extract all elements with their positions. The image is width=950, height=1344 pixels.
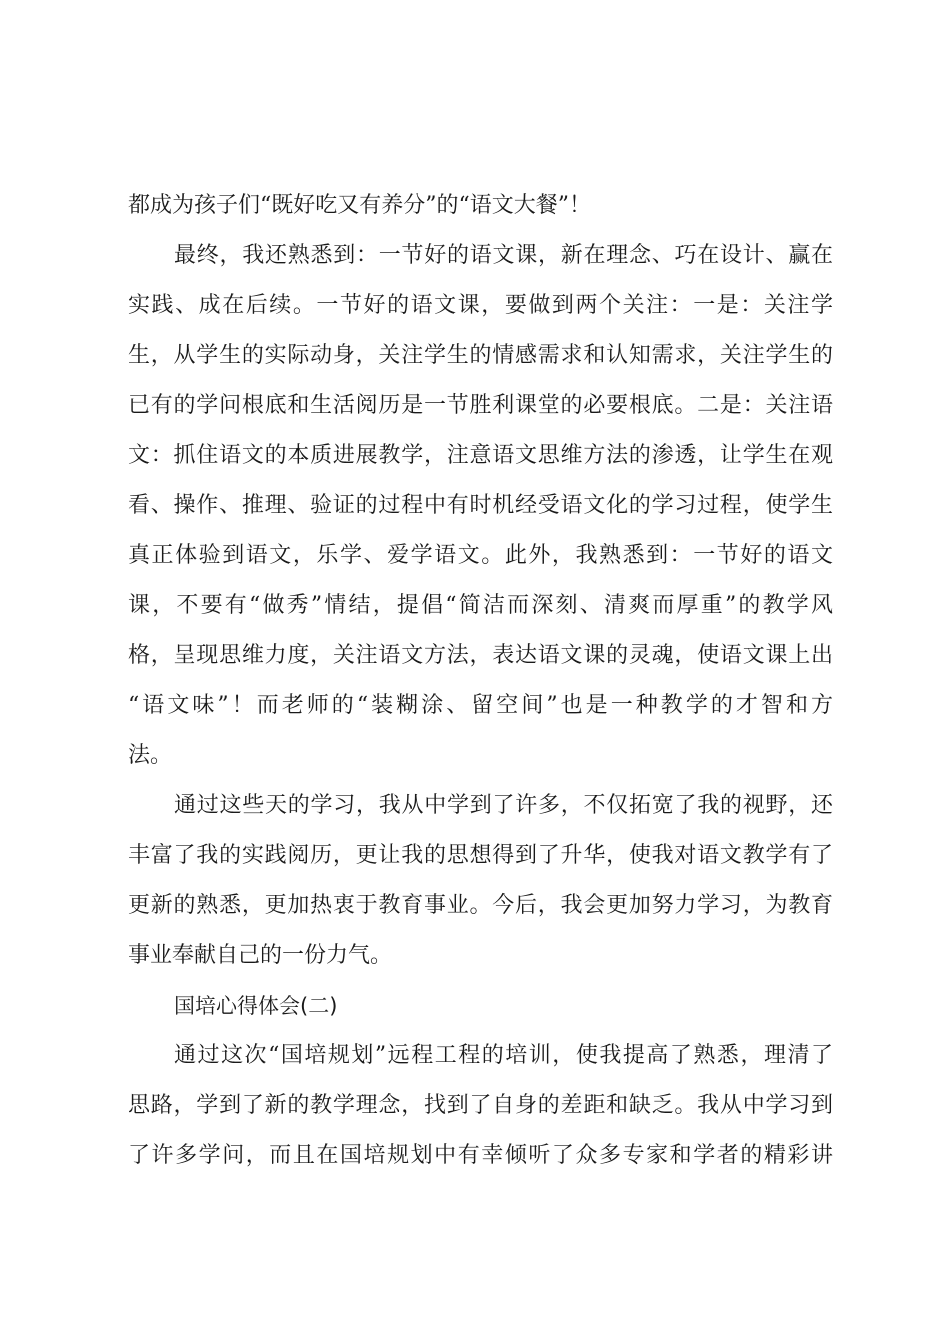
text-line: 更新的熟悉，更加热衷于教育事业。今后，我会更加努力学习，为教育: [128, 893, 833, 918]
text-line: 事业奉献自己的一份力气。: [128, 943, 393, 968]
text-line: 文：抓住语文的本质进展教学，注意语文思维方法的渗透，让学生在观: [128, 443, 833, 468]
text-line: 思路，学到了新的教学理念，找到了自身的差距和缺乏。我从中学习到: [128, 1093, 833, 1118]
text-line: 格，呈现思维力度，关注语文方法，表达语文课的灵魂，使语文课上出: [128, 643, 833, 668]
text-line: 丰富了我的实践阅历，更让我的思想得到了升华，使我对语文教学有了: [128, 843, 833, 868]
paragraph-start-line: 通过这些天的学习，我从中学到了许多，不仅拓宽了我的视野，还: [174, 793, 833, 818]
text-line: 实践、成在后续。一节好的语文课，要做到两个关注：一是：关注学: [128, 293, 833, 318]
text-line: 都成为孩子们“既好吃又有养分”的“语文大餐”！: [128, 193, 591, 218]
paragraph-start-line: 最终，我还熟悉到：一节好的语文课，新在理念、巧在设计、赢在: [174, 243, 833, 268]
text-line: 生，从学生的实际动身，关注学生的情感需求和认知需求，关注学生的: [128, 343, 833, 368]
text-line: 了许多学问，而且在国培规划中有幸倾听了众多专家和学者的精彩讲: [128, 1143, 833, 1168]
text-line: 真正体验到语文，乐学、爱学语文。此外，我熟悉到：一节好的语文: [128, 543, 833, 568]
section-heading: 国培心得体会(二): [174, 994, 338, 1018]
text-line: 看、操作、推理、验证的过程中有时机经受语文化的学习过程，使学生: [128, 493, 833, 518]
paragraph-start-line: 通过这次“国培规划”远程工程的培训，使我提高了熟悉，理清了: [174, 1043, 833, 1068]
text-line: 法。: [128, 743, 173, 768]
text-line: 已有的学问根底和生活阅历是一节胜利课堂的必要根底。二是：关注语: [128, 393, 833, 418]
text-line: “语文味”！而老师的“装糊涂、留空间”也是一种教学的才智和方: [128, 693, 833, 718]
text-line: 课，不要有“做秀”情结，提倡“简洁而深刻、清爽而厚重”的教学风: [128, 593, 833, 618]
